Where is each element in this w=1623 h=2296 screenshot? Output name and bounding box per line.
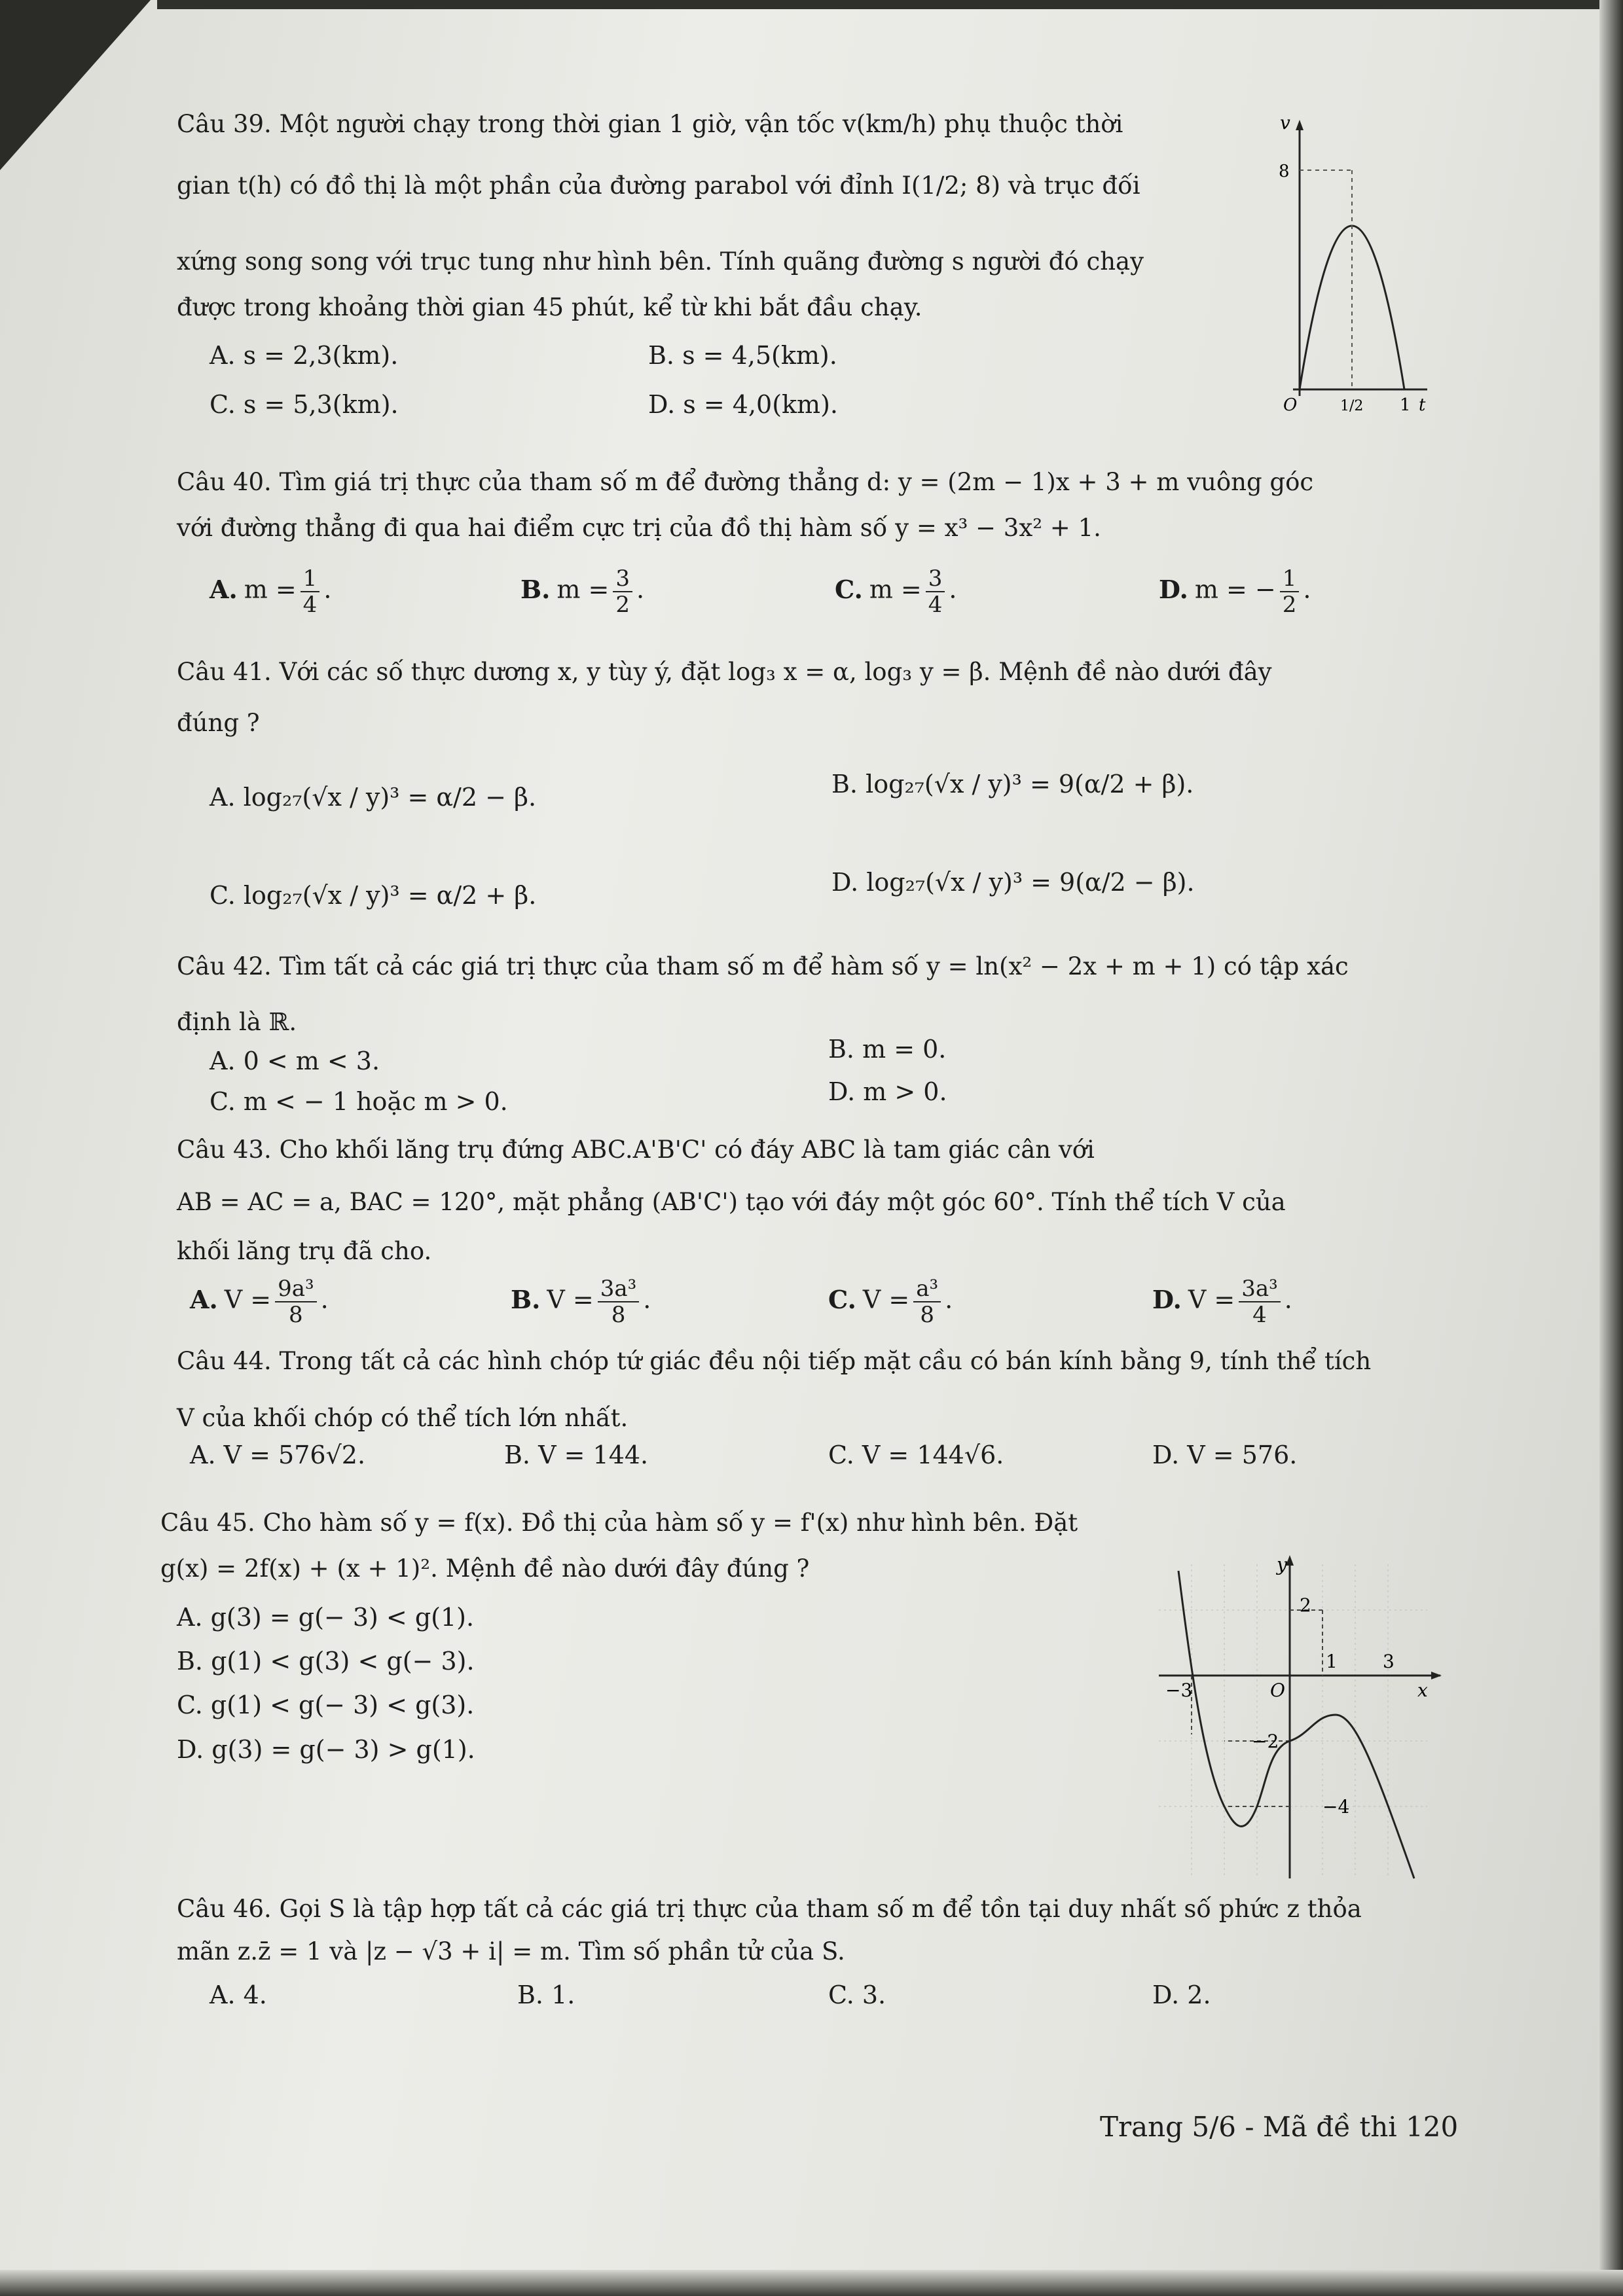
q42-option-d[interactable]: D. m > 0. bbox=[828, 1077, 947, 1106]
q45-curve bbox=[1178, 1571, 1414, 1878]
q39-option-d[interactable]: D. s = 4,0(km). bbox=[648, 390, 838, 419]
q40-c-label: C. bbox=[835, 574, 863, 604]
q45-option-c[interactable]: C. g(1) < g(− 3) < g(3). bbox=[177, 1691, 475, 1719]
q43-b-frac bbox=[598, 1276, 640, 1327]
q43-a-frac bbox=[275, 1276, 317, 1327]
q45-label-2: 2 bbox=[1300, 1594, 1311, 1616]
q45-grid bbox=[1159, 1564, 1427, 1878]
q40-d-num: 1 bbox=[1280, 566, 1300, 592]
q45-label-m3: −3 bbox=[1165, 1679, 1193, 1701]
q44-option-a[interactable]: A. V = 576√2. bbox=[190, 1441, 366, 1469]
q39-line3: xứng song song với trục tung như hình bên. Tính quãng đường s người đó chạy bbox=[177, 247, 1144, 276]
q45-option-a[interactable]: A. g(3) = g(− 3) < g(1). bbox=[177, 1603, 475, 1632]
q43-b-den: 8 bbox=[611, 1302, 626, 1328]
q40-c-post: . bbox=[949, 575, 957, 604]
q45-option-d[interactable]: D. g(3) = g(− 3) > g(1). bbox=[177, 1735, 475, 1764]
q43-option-b[interactable] bbox=[511, 1276, 651, 1327]
q46-option-d[interactable]: D. 2. bbox=[1152, 1981, 1211, 2009]
q41-line1: Câu 41. Với các số thực dương x, y tùy ý, đặt log₃ x = α, log₃ y = β. Mệnh đề nào dưới đây bbox=[177, 658, 1272, 686]
q39-option-b[interactable]: B. s = 4,5(km). bbox=[648, 341, 837, 370]
q43-line1: Câu 43. Cho khối lăng trụ đứng ABC.A'B'C' có đáy ABC là tam giác cân với bbox=[177, 1136, 1095, 1164]
q46-line1: Câu 46. Gọi S là tập hợp tất cả các giá trị thực của tham số m để tồn tại duy nhất số phức z thỏa bbox=[177, 1895, 1362, 1923]
q43-c-num: a³ bbox=[913, 1276, 941, 1302]
q43-c-label: C. bbox=[828, 1284, 856, 1314]
q39-option-c[interactable]: C. s = 5,3(km). bbox=[210, 390, 399, 419]
q39-peak-label: 8 bbox=[1279, 162, 1290, 181]
q43-line3: khối lăng trụ đã cho. bbox=[177, 1237, 432, 1265]
q43-option-d[interactable] bbox=[1152, 1276, 1292, 1327]
q45-label-1: 1 bbox=[1326, 1651, 1338, 1672]
q44-line1: Câu 44. Trong tất cả các hình chóp tứ giác đều nội tiếp mặt cầu có bán kính bằng 9, tính thể tích bbox=[177, 1347, 1372, 1375]
q41-option-b[interactable]: B. log₂₇(√x / y)³ = 9(α/2 + β). bbox=[831, 770, 1194, 798]
q40-d-label: D. bbox=[1159, 574, 1188, 604]
q40-c-num: 3 bbox=[926, 566, 945, 592]
page-corner-shadow bbox=[0, 0, 151, 170]
q40-d-post: . bbox=[1303, 575, 1311, 604]
q40-b-den: 2 bbox=[615, 592, 630, 618]
q45-label-3: 3 bbox=[1383, 1651, 1395, 1672]
q39-option-a[interactable]: A. s = 2,3(km). bbox=[210, 341, 399, 370]
q40-c-den: 4 bbox=[928, 592, 943, 618]
q39-velocity-graph bbox=[1267, 115, 1437, 416]
q46-option-c[interactable]: C. 3. bbox=[828, 1981, 886, 2009]
q46-option-a[interactable]: A. 4. bbox=[210, 1981, 267, 2009]
q39-origin-label: O bbox=[1283, 395, 1298, 415]
q43-d-post: . bbox=[1284, 1285, 1292, 1314]
q40-option-c[interactable] bbox=[835, 566, 957, 617]
q40-c-frac bbox=[926, 566, 945, 617]
q40-a-post: . bbox=[323, 575, 332, 604]
q43-a-den: 8 bbox=[289, 1302, 303, 1328]
q42-option-b[interactable]: B. m = 0. bbox=[828, 1035, 947, 1064]
q39-y-label: v bbox=[1280, 115, 1290, 134]
q39-one-label: 1 bbox=[1400, 395, 1411, 415]
q45-derivative-graph bbox=[1139, 1551, 1447, 1885]
q41-line2: đúng ? bbox=[177, 709, 260, 737]
q45-label-o: O bbox=[1270, 1679, 1285, 1701]
q40-b-post: . bbox=[636, 575, 645, 604]
q45-x-arrow bbox=[1431, 1672, 1442, 1679]
q39-line2: gian t(h) có đồ thị là một phần của đường parabol với đỉnh I(1/2; 8) và trục đối bbox=[177, 171, 1140, 200]
q43-b-post: . bbox=[643, 1285, 651, 1314]
q40-a-num: 1 bbox=[301, 566, 320, 592]
q43-d-frac bbox=[1239, 1276, 1281, 1327]
q42-option-c[interactable]: C. m < − 1 hoặc m > 0. bbox=[210, 1087, 508, 1116]
q40-d-den: 2 bbox=[1282, 592, 1297, 618]
q40-line1: Câu 40. Tìm giá trị thực của tham số m để đường thẳng d: y = (2m − 1)x + 3 + m vuông góc bbox=[177, 468, 1314, 496]
q42-line1: Câu 42. Tìm tất cả các giá trị thực của tham số m để hàm số y = ln(x² − 2x + m + 1) có tập xác bbox=[177, 952, 1349, 980]
q40-a-frac bbox=[301, 566, 320, 617]
q43-d-den: 4 bbox=[1252, 1302, 1267, 1328]
q43-a-label: A. bbox=[190, 1284, 218, 1314]
q43-a-pre: V = bbox=[224, 1285, 272, 1314]
q40-d-frac bbox=[1280, 566, 1300, 617]
q39-t-label: t bbox=[1419, 395, 1426, 415]
q42-option-a[interactable]: A. 0 < m < 3. bbox=[210, 1047, 380, 1075]
q40-option-d[interactable] bbox=[1159, 566, 1311, 617]
q40-b-label: B. bbox=[520, 574, 551, 604]
q44-option-c[interactable]: C. V = 144√6. bbox=[828, 1441, 1004, 1469]
q45-line1: Câu 45. Cho hàm số y = f(x). Đồ thị của hàm số y = f'(x) như hình bên. Đặt bbox=[160, 1509, 1078, 1537]
q39-y-arrow bbox=[1296, 120, 1304, 130]
page-right-edge bbox=[1599, 0, 1623, 2296]
q43-c-post: . bbox=[945, 1285, 953, 1314]
q39-line1: Câu 39. Một người chạy trong thời gian 1 giờ, vận tốc v(km/h) phụ thuộc thời bbox=[177, 110, 1123, 138]
q44-line2: V của khối chóp có thể tích lớn nhất. bbox=[177, 1404, 629, 1432]
q41-option-a[interactable]: A. log₂₇(√x / y)³ = α/2 − β. bbox=[210, 783, 537, 812]
q40-option-b[interactable] bbox=[520, 566, 644, 617]
q39-half-label: 1/2 bbox=[1340, 398, 1364, 414]
q40-d-pre: m = − bbox=[1194, 575, 1276, 604]
q40-c-pre: m = bbox=[869, 575, 922, 604]
q43-line2: AB = AC = a, BAC = 120°, mặt phẳng (AB'C') tạo với đáy một góc 60°. Tính thể tích V của bbox=[177, 1188, 1286, 1216]
q42-line2: định là ℝ. bbox=[177, 1008, 297, 1036]
q40-b-frac bbox=[613, 566, 632, 617]
q43-d-num: 3a³ bbox=[1239, 1276, 1281, 1302]
q40-b-num: 3 bbox=[613, 566, 632, 592]
q43-b-num: 3a³ bbox=[598, 1276, 640, 1302]
q43-a-post: . bbox=[320, 1285, 329, 1314]
q40-a-den: 4 bbox=[302, 592, 318, 618]
q43-c-pre: V = bbox=[862, 1285, 910, 1314]
q39-line4: được trong khoảng thời gian 45 phút, kể từ khi bắt đầu chạy. bbox=[177, 293, 922, 321]
q45-line2: g(x) = 2f(x) + (x + 1)². Mệnh đề nào dưới đây đúng ? bbox=[160, 1554, 810, 1583]
q45-label-m4: −4 bbox=[1322, 1796, 1350, 1818]
page-footer: Trang 5/6 - Mã đề thi 120 bbox=[1100, 2111, 1459, 2143]
q44-option-b[interactable]: B. V = 144. bbox=[504, 1441, 649, 1469]
q41-option-d[interactable]: D. log₂₇(√x / y)³ = 9(α/2 − β). bbox=[831, 868, 1195, 897]
q45-label-y: y bbox=[1277, 1554, 1287, 1575]
q44-option-d[interactable]: D. V = 576. bbox=[1152, 1441, 1298, 1469]
q43-a-num: 9a³ bbox=[275, 1276, 317, 1302]
q40-a-pre: m = bbox=[244, 575, 297, 604]
q43-c-frac bbox=[913, 1276, 941, 1327]
q40-a-label: A. bbox=[210, 574, 238, 604]
q43-option-c[interactable] bbox=[828, 1276, 953, 1327]
q43-b-pre: V = bbox=[547, 1285, 594, 1314]
q45-option-b[interactable]: B. g(1) < g(3) < g(− 3). bbox=[177, 1647, 475, 1676]
q45-label-x: x bbox=[1417, 1679, 1428, 1701]
q43-b-label: B. bbox=[511, 1284, 541, 1314]
q43-d-pre: V = bbox=[1188, 1285, 1235, 1314]
q40-b-pre: m = bbox=[556, 575, 610, 604]
q46-line2: mãn z.z̄ = 1 và |z − √3 + i| = m. Tìm số phần tử của S. bbox=[177, 1937, 845, 1965]
q45-label-m2: −2 bbox=[1252, 1731, 1279, 1752]
q46-option-b[interactable]: B. 1. bbox=[517, 1981, 575, 2009]
q40-line2: với đường thẳng đi qua hai điểm cực trị của đồ thị hàm số y = x³ − 3x² + 1. bbox=[177, 514, 1101, 542]
page-bottom-edge bbox=[0, 2270, 1623, 2296]
q43-option-a[interactable] bbox=[190, 1276, 329, 1327]
q40-option-a[interactable] bbox=[210, 566, 331, 617]
q41-option-c[interactable]: C. log₂₇(√x / y)³ = α/2 + β. bbox=[210, 881, 537, 910]
page-top-edge bbox=[157, 0, 1623, 9]
q43-c-den: 8 bbox=[920, 1302, 934, 1328]
q43-d-label: D. bbox=[1152, 1284, 1182, 1314]
